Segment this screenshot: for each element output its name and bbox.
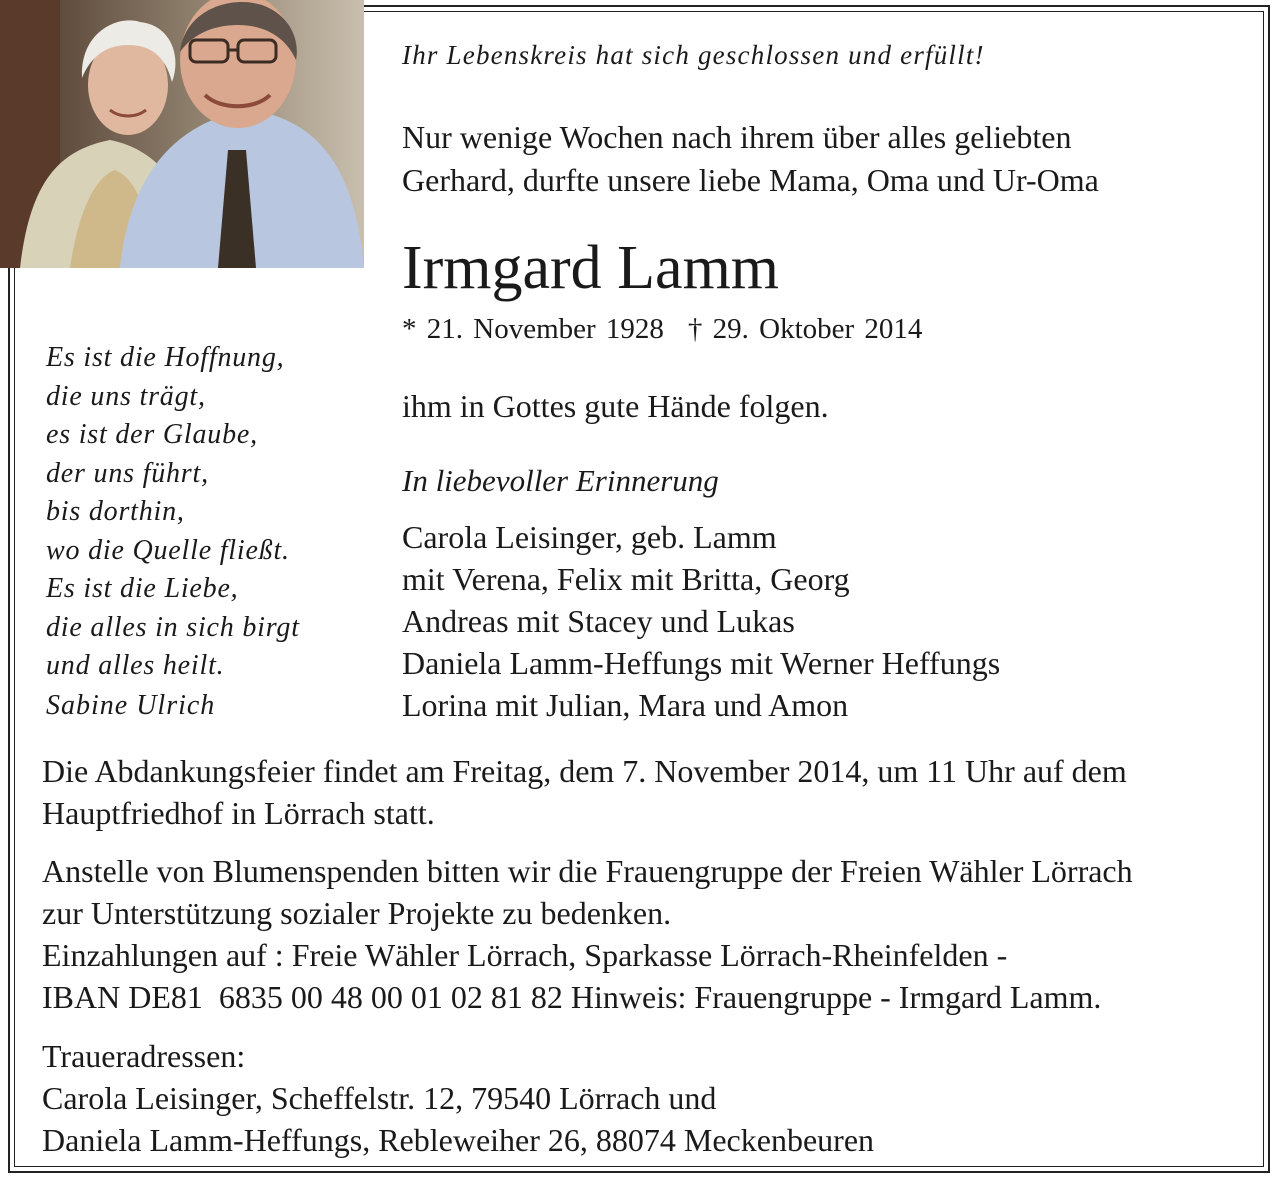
service-info [42, 750, 1127, 834]
donation-info [42, 850, 1133, 1018]
list-item: Daniela Lamm-Heffungs mit Werner Heffungs [402, 645, 1001, 681]
intro-text [402, 116, 1099, 202]
address-heading: Traueradressen: [42, 1038, 246, 1074]
poem-line: der uns führt, [46, 457, 209, 489]
list-item: Lorina mit Julian, Mara und Amon [402, 687, 849, 723]
deceased-name: Irmgard Lamm [402, 234, 780, 302]
poem-line: Es ist die Liebe, [46, 573, 239, 604]
service-line: Hauptfriedhof in Lörrach statt. [42, 795, 435, 831]
poem-line: bis dorthin, [46, 496, 185, 527]
follow-text: ihm in Gottes gute Hände folgen. [402, 388, 829, 424]
poem-author: Sabine Ulrich [46, 690, 216, 721]
donation-line: zur Unterstützung sozialer Projekte zu bedenken. [42, 895, 672, 931]
address-line: Carola Leisinger, Scheffelstr. 12, 79540 Lörrach und [42, 1080, 717, 1116]
list-item: mit Verena, Felix mit Britta, Georg [402, 561, 850, 597]
mourning-addresses [42, 1035, 874, 1161]
motto: Ihr Lebenskreis hat sich geschlossen und erfüllt! [402, 40, 985, 70]
portrait-photo-icon [0, 0, 364, 268]
portrait-photo [0, 0, 364, 268]
birth-date: * 21. November 1928 [402, 313, 664, 345]
poem-line: die uns trägt, [46, 380, 206, 412]
donation-line: IBAN DE81 6835 00 48 00 01 02 81 82 Hinweis: Frauengruppe - Irmgard Lamm. [42, 979, 1102, 1015]
intro-line: Nur wenige Wochen nach ihrem über alles geliebten [402, 119, 1072, 155]
poem-line: es ist der Glaube, [46, 419, 258, 450]
list-item: Carola Leisinger, geb. Lamm [402, 519, 777, 555]
poem-line: wo die Quelle fließt. [46, 534, 290, 566]
poem-line: und alles heilt. [46, 650, 225, 681]
address-line: Daniela Lamm-Heffungs, Rebleweiher 26, 88074 Meckenbeuren [42, 1122, 875, 1158]
list-item: Andreas mit Stacey und Lukas [402, 603, 795, 639]
donation-line: Anstelle von Blumenspenden bitten wir die Frauengruppe der Freien Wähler Lörrach [42, 853, 1133, 889]
donation-line: Einzahlungen auf : Freie Wähler Lörrach, Sparkasse Lörrach-Rheinfelden - [42, 937, 1008, 973]
memory-heading: In liebevoller Erinnerung [402, 463, 719, 498]
intro-line: Gerhard, durfte unsere liebe Mama, Oma und Ur-Oma [402, 162, 1099, 198]
death-date: † 29. Oktober 2014 [687, 313, 923, 345]
signers-list [402, 516, 1000, 726]
service-line: Die Abdankungsfeier findet am Freitag, dem 7. November 2014, um 11 Uhr auf dem [42, 753, 1127, 789]
life-dates [402, 313, 922, 346]
poem-line: die alles in sich birgt [46, 611, 300, 643]
poem-line: Es ist die Hoffnung, [46, 342, 285, 373]
poem [46, 339, 300, 686]
